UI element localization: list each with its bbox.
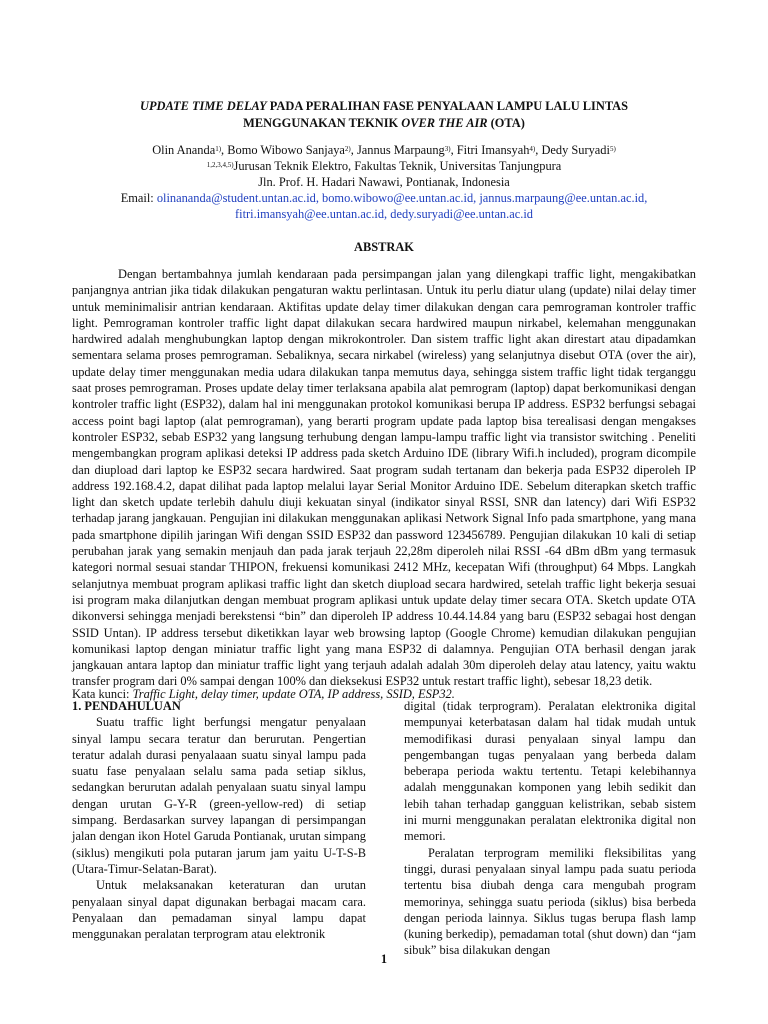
author-sup: 5) — [609, 145, 616, 153]
address: Jln. Prof. H. Hadari Nawawi, Pontianak, Indonesia — [258, 175, 510, 189]
author-name: Bomo Wibowo Sanjaya — [227, 143, 345, 157]
keywords-text: Traffic Light, delay timer, update OTA, IP address, SSID, ESP32. — [132, 687, 455, 701]
keywords-label: Kata kunci: — [72, 687, 133, 701]
author-name: Olin Ananda — [152, 143, 216, 157]
abstract-paragraph: Dengan bertambahnya jumlah kendaraan pada persimpangan jalan yang dilengkapi traffic light, mengakibatkan panjangnya antrian jika tidak dilakukan pengaturan waktu perlintasan. Untuk itu perlu diatur ulang (update) nilai delay timer untuk meminimalisir antrian kendaraan. Aktifitas update delay timer dilakukan dengan cara pemrograman kontroler traffic light. Pemrograman kontroler traffic light dapat dilakukan secara hardwired maupun nirkabel, kelemahan menggunakan hardwired adalah menghubungkan laptop dengan mikrokontroler. Dan sistem traffic light akan direstart atau dipadamkan sementara selama proses pemrograman. Sebaliknya, secara nirkabel (wireless) yang selanjutnya disebut OTA (over the air), update delay timer menggunakan media udara dilakukan tanpa memutus daya, sehingga sistem traffic light tidak terganggu saat proses pemrograman. Proses update delay timer terlaksana apabila alat pemrogram (laptop) dapat berkomunikasi dengan kontroler traffic light (ESP32), dalam hal ini menggunakan protokol komunikasi berupa IP address. ESP32 berfungsi sebagai access point bagi laptop (alat pemrograman), yang berarti program update pada laptop bisa terealisasi dengan mengakses kontroler ESP32, sebab ESP32 yang langsung terhubung dengan lampu-lampu traffic light via transistor switching . Peneliti mengembangkan program aplikasi deteksi IP address pada sketch Arduino IDE (library Wifi.h included), program dicompile dan diupload dari laptop ke ESP32 secara hardwired. Saat program sudah tertanam dan bekerja pada ESP32 diperoleh IP address 192.168.4.2, dapat dilihat pada laptop melalui layar Serial Monitor Arduino IDE. Sebelum diterapkan sketch traffic light dan sketch update terlebih dahulu diuji kekuatan sinyal (indikator sinyal RSSI, SNR dan latency) dari Wifi ESP32 terhadap jarang jangkauan. Pengujian ini dilakukan menggunakan aplikasi Network Signal Info pada smartphone, yang mana pada smartphone dipilih jaringan Wifi dengan SSID ESP32 dan password 123456789. Pengujian dilakukan 10 kali di setiap perubahan jarak yang semakin menjauh dan pada jarak terjauh 22,28m diperoleh nilai RSSI -64 dBm dBm yang termasuk kategori normal sesuai standar THIPON, frekuensi komunikasi 2412 MHz, kecepatan Wifi (throughput) 64 Mbps. Langkah selanjutnya membuat program aplikasi traffic light dan sketch diupload secara hardwired, setelah traffic light bekerja sesuai isi program maka dilanjutkan dengan membuat program aplikasi untuk update delay timer secara OTA. Sketch update OTA dikonversi sehingga menjadi berekstensi “bin” dan diperoleh IP address 10.44.14.84 yang baru (ESP32 sebagai host dengan SSID Untan). IP address tersebut diketikkan layar web browsing laptop (Google Chrome) kemudian dilakukan pengujian komunikasi laptop dengan miniatur traffic light yang mana ESP32 di dalamnya. Pengujian OTA berhasil dengan jarak jangkauan antara laptop dan miniatur traffic light yang terjauh adalah adalah 30m diperoleh delay atau latency, yaitu waktu transfer program dari 0% sampai dengan 100% dan dieksekusi ESP32 untuk restart traffic light), sebesar 18,23 detik. — [72, 267, 696, 689]
body-paragraph: digital (tidak terprogram). Peralatan elektronika digital mempunyai keterbatasan dalam hal tidak mudah untuk memodifikasi durasi penyalaan sinyal lampu dan pengembangan tugas penyalaan yang berbeda dalam beberapa perioda waktu tertentu. Tetapi kelebihannya adalah menggunakan komponen yang lebih sedikit dan lebih tahan terhadap gangguan kelistrikan, sebab sistem ini murni menggunakan peralatan elektronika digital non memori. — [404, 699, 696, 844]
title-line2-pre: MENGGUNAKAN TEKNIK — [243, 116, 402, 130]
title-italic-part: UPDATE TIME DELAY — [140, 99, 267, 113]
author-name: Fitri Imansyah — [456, 143, 530, 157]
left-column — [72, 698, 366, 942]
author-name: Jannus Marpaung — [356, 143, 445, 157]
title-line2-italic: OVER THE AIR — [401, 116, 488, 130]
author-names: Olin Ananda$^{1)}$, Bomo Wibowo Sanjaya$^{2)}$, Jannus Marpaung$^{3)}$, Fitri Imansyah$^{4)}$, Dedy Suryadi$^{5)}$ — [152, 143, 616, 157]
body-paragraph: Peralatan terprogram memiliki fleksibilitas yang tinggi, durasi penyalaan sinyal lampu pada suatu perioda tertentu bisa diubah denga cara mengubah program memorinya, sehingga suatu perioda (siklus) bisa berbeda dengan perioda lainnya. Siklus tugas berupa flash lamp (kuning berkedip), pemadaman total (shut down) dan “jam sibuk” bisa dilakukan dengan — [404, 845, 696, 958]
abstract-body — [72, 266, 696, 690]
author-sup: 1) — [215, 145, 222, 153]
title-rest: PADA PERALIHAN FASE PENYALAAN LAMPU LALU LINTAS — [266, 99, 628, 113]
author-sup: 3) — [444, 145, 451, 153]
affiliation-sup: 1,2,3,4,5) — [206, 161, 234, 169]
body-paragraph: Suatu traffic light berfungsi mengatur penyalaan sinyal lampu secara teratur dan berurutan. Pengertian teratur adalah durasi penyalaaan suatu sinyal lampu pada suatu fase penyalaan selalu sama pada setiap siklus, sedangkan berurutan adalah penyalaan suatu sinyal lampu dengan urutan G-Y-R (green-yellow-red) di setiap simpang. Berdasarkan survey lapangan di persimpangan jalan dengan ikon Hotel Garuda Pontianak, urutan simpang (siklus) mengikuti pola putaran jarum jam yaitu U-T-S-B (Utara-Timur-Selatan-Barat). — [72, 715, 366, 876]
paper-title — [60, 98, 708, 132]
page-number: 1 — [380, 952, 388, 966]
affiliation-text: Jurusan Teknik Elektro, Fakultas Teknik, Universitas Tanjungpura — [233, 159, 562, 173]
section-heading: 1. PENDAHULUAN — [72, 699, 181, 713]
author-sup: 4) — [529, 145, 536, 153]
email-line — [60, 190, 708, 206]
right-column — [404, 698, 696, 959]
email-links-1[interactable]: olinananda@student.untan.ac.id, bomo.wibowo@ee.untan.ac.id, jannus.marpaung@ee.untan.ac.id, — [156, 191, 648, 205]
email-label: Email: — [120, 191, 157, 205]
author-name: Dedy Suryadi — [541, 143, 610, 157]
title-line2-post: (OTA) — [487, 116, 525, 130]
email-links-2[interactable]: fitri.imansyah@ee.untan.ac.id, dedy.suryadi@ee.untan.ac.id — [235, 207, 533, 221]
body-paragraph: Untuk melaksanakan keteraturan dan urutan penyalaan sinyal dapat digunakan berbagai macam cara. Penyalaan dan pemadaman sinyal lampu dapat menggunakan peralatan terprogram atau elektronik — [72, 878, 366, 942]
abstract-heading: ABSTRAK — [354, 240, 414, 254]
author-block — [60, 142, 708, 222]
author-sup: 2) — [344, 145, 351, 153]
affiliation — [60, 158, 708, 174]
